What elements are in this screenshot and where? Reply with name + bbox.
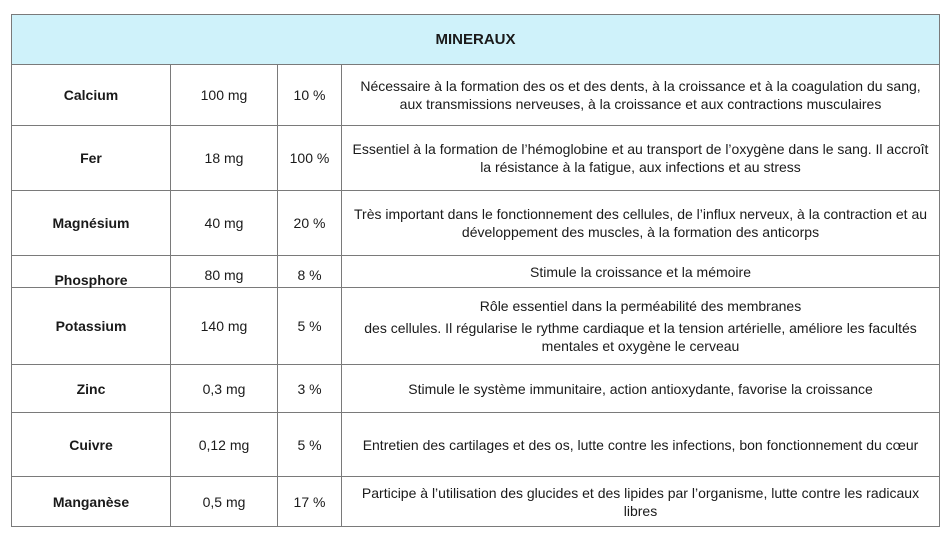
mineral-description: Entretien des cartilages et des os, lutte contre les infections, bon fonctionnement du cœur bbox=[342, 413, 940, 477]
mineral-name: Cuivre bbox=[12, 413, 171, 477]
mineral-percent: 10 % bbox=[278, 65, 342, 126]
mineral-percent: 8 % bbox=[278, 256, 342, 288]
mineral-amount: 0,3 mg bbox=[171, 365, 278, 413]
mineral-description-line-1: Rôle essentiel dans la perméabilité des membranes bbox=[479, 298, 802, 314]
mineral-percent: 5 % bbox=[278, 288, 342, 365]
mineral-amount: 0,12 mg bbox=[171, 413, 278, 477]
mineral-amount: 100 mg bbox=[171, 65, 278, 126]
mineral-description-line-2: des cellules. Il régularise le rythme cardiaque et la tension artérielle, améliore les facultés mentales et oxygène le cerveau bbox=[364, 320, 917, 354]
mineral-amount: 40 mg bbox=[171, 191, 278, 256]
mineral-description-cell bbox=[342, 288, 940, 365]
mineral-percent: 3 % bbox=[278, 365, 342, 413]
mineral-name: Phosphore bbox=[54, 271, 128, 288]
mineral-description: Très important dans le fonctionnement des cellules, de l’influx nerveux, à la contraction et au développement des muscles, à la formation des anticorps bbox=[342, 191, 940, 256]
header-row bbox=[12, 15, 940, 65]
minerals-table bbox=[11, 14, 940, 527]
table-row bbox=[12, 126, 940, 191]
mineral-name-cell bbox=[12, 256, 171, 288]
mineral-description: Stimule le système immunitaire, action antioxydante, favorise la croissance bbox=[342, 365, 940, 413]
mineral-amount: 18 mg bbox=[171, 126, 278, 191]
mineral-amount: 140 mg bbox=[171, 288, 278, 365]
mineral-name: Potassium bbox=[12, 288, 171, 365]
table-title: MINERAUX bbox=[12, 15, 940, 65]
mineral-description: Essentiel à la formation de l’hémoglobine et au transport de l’oxygène dans le sang. Il accroît la résistance à la fatigue, aux infections et au stress bbox=[342, 126, 940, 191]
mineral-description: Stimule la croissance et la mémoire bbox=[342, 256, 940, 288]
table-row bbox=[12, 413, 940, 477]
table-row bbox=[12, 288, 940, 365]
mineral-name: Zinc bbox=[12, 365, 171, 413]
mineral-name: Magnésium bbox=[12, 191, 171, 256]
table-row bbox=[12, 256, 940, 288]
mineral-name: Fer bbox=[12, 126, 171, 191]
mineral-percent: 17 % bbox=[278, 477, 342, 527]
table-row bbox=[12, 191, 940, 256]
mineral-amount: 0,5 mg bbox=[171, 477, 278, 527]
mineral-description: Participe à l’utilisation des glucides et des lipides par l’organisme, lutte contre les radicaux libres bbox=[342, 477, 940, 527]
mineral-name: Calcium bbox=[12, 65, 171, 126]
table-row bbox=[12, 65, 940, 126]
table-row bbox=[12, 365, 940, 413]
table-row bbox=[12, 477, 940, 527]
mineral-amount: 80 mg bbox=[171, 256, 278, 288]
mineral-percent: 20 % bbox=[278, 191, 342, 256]
mineral-description: Nécessaire à la formation des os et des dents, à la croissance et à la coagulation du sang, aux transmissions nerveuses, à la croissance et aux contractions musculaires bbox=[342, 65, 940, 126]
mineral-percent: 5 % bbox=[278, 413, 342, 477]
mineral-percent: 100 % bbox=[278, 126, 342, 191]
mineral-name: Manganèse bbox=[12, 477, 171, 527]
